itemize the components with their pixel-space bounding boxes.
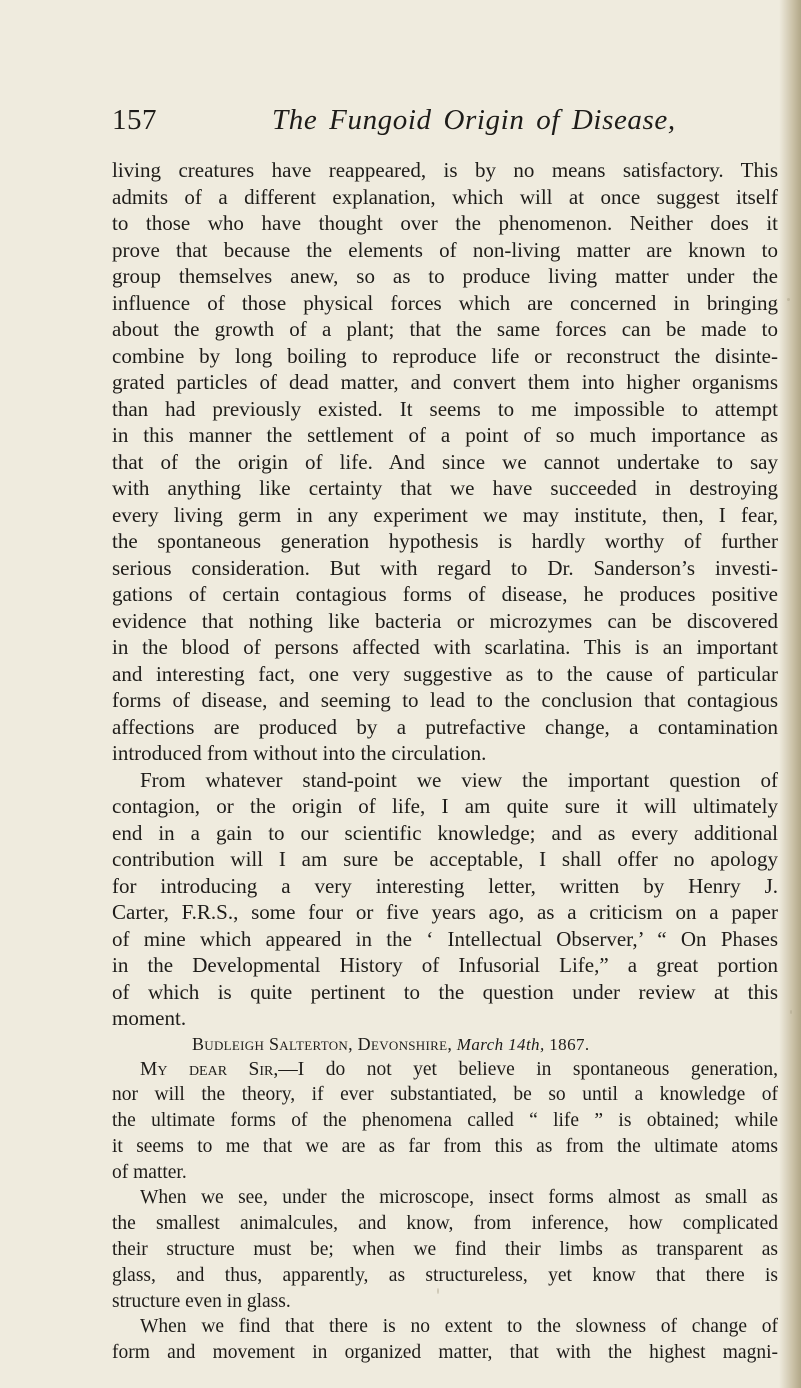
text-line: contagion, or the origin of life, I am quite sure it will ultimately	[112, 794, 778, 818]
paper-speck	[787, 298, 790, 301]
body-text	[112, 157, 778, 1366]
letter-dateline	[112, 1032, 778, 1057]
text-line: that of the origin of life. And since we cannot undertake to say	[112, 449, 778, 474]
page-edge-shadow	[779, 0, 801, 1388]
running-title: The Fungoid Origin of Disease,	[272, 104, 676, 136]
text-line: in the Developmental History of Infusorial Life,” a great portion	[112, 953, 778, 977]
text-line: living creatures have reappeared, is by no means satisfactory. This	[112, 158, 778, 182]
text-line: evidence that nothing like bacteria or microzymes can be discovered	[112, 608, 778, 633]
text-line: in the blood of persons affected with scarlatina. This is an important	[112, 635, 778, 659]
text-line: with anything like certainty that we have succeeded in destroying	[112, 476, 778, 500]
letter-line: nor will the theory, if ever substantiated, be so until a knowledge of	[112, 1084, 778, 1106]
text-line: combine by long boiling to reproduce life or reconstruct the disinte-	[112, 343, 778, 368]
text-line: serious consideration. But with regard to Dr. Sanderson’s investi-	[112, 555, 778, 580]
text-line: Carter, F.R.S., some four or five years ago, as a criticism on a paper	[112, 900, 778, 924]
text-line: to those who have thought over the phenomenon. Neither does it	[112, 211, 778, 235]
page-number: 157	[112, 104, 157, 136]
paper-speck	[790, 1010, 792, 1014]
text-line: admits of a different explanation, which will at once suggest itself	[112, 184, 778, 209]
letter-line: the ultimate forms of the phenomena called “ life ” is obtained; while	[112, 1110, 778, 1132]
text-line: than had previously existed. It seems to me impossible to attempt	[112, 396, 778, 421]
letter-line: the smallest animalcules, and know, from inference, how complicated	[112, 1213, 778, 1235]
paper-speck	[437, 1288, 439, 1294]
text-line: for introducing a very interesting letter, written by Henry J.	[112, 873, 778, 898]
letter-salutation: My dear Sir,	[140, 1058, 279, 1080]
letter-line: structure even in glass.	[112, 1290, 291, 1312]
letter-line: of matter.	[112, 1161, 187, 1183]
text-line: the spontaneous generation hypothesis is hardly worthy of further	[112, 529, 778, 553]
dateline-place: Budleigh Salterton, Devonshire,	[192, 1033, 453, 1054]
text-line: of which is quite pertinent to the question under review at this	[112, 979, 778, 1004]
letter-opening-line	[112, 1057, 778, 1083]
text-line: every living germ in any experiment we may institute, then, I fear,	[112, 502, 778, 527]
text-line: moment.	[112, 1006, 187, 1030]
letter-line: their structure must be; when we find their limbs as transparent as	[112, 1239, 778, 1261]
page-header	[0, 104, 801, 144]
text-line: about the growth of a plant; that the same forces can be made to	[112, 317, 778, 341]
letter-line: When we find that there is no extent to the slowness of change of	[140, 1316, 778, 1338]
text-line: prove that because the elements of non-living matter are known to	[112, 237, 778, 262]
text-line: influence of those physical forces which are concerned in bringing	[112, 290, 778, 315]
text-line: forms of disease, and seeming to lead to the conclusion that contagious	[112, 688, 778, 712]
text-line: affections are produced by a putrefactive change, a contamination	[112, 714, 778, 739]
text-line: grated particles of dead matter, and convert them into higher organisms	[112, 370, 778, 394]
text-line: in this manner the settlement of a point of so much importance as	[112, 423, 778, 447]
letter-line: When we see, under the microscope, insect forms almost as small as	[140, 1187, 778, 1209]
text-line: and interesting fact, one very suggestive as to the cause of particular	[112, 661, 778, 686]
text-line: group themselves anew, so as to produce living matter under the	[112, 264, 778, 288]
text-line: introduced from without into the circulation.	[112, 741, 487, 765]
text-line: gations of certain contagious forms of disease, he produces positive	[112, 582, 778, 606]
text-line: of mine which appeared in the ‘ Intellectual Observer,’ “ On Phases	[112, 926, 778, 951]
text-line: contribution will I am sure be acceptable, I shall offer no apology	[112, 847, 778, 871]
text-line: end in a gain to our scientific knowledge; and as every additional	[112, 820, 778, 845]
letter-line: form and movement in organized matter, that with the highest magni-	[112, 1342, 778, 1364]
dateline-date: March 14th,	[456, 1034, 545, 1054]
dateline-year: 1867.	[549, 1034, 590, 1054]
letter-line: it seems to me that we are as far from this as from the ultimate atoms	[112, 1135, 778, 1157]
text-line: From whatever stand-point we view the important question of	[140, 767, 778, 792]
letter-line: glass, and thus, apparently, as structureless, yet know that there is	[112, 1264, 778, 1286]
letter-line: —I do not yet believe in spontaneous generation,	[278, 1058, 778, 1080]
